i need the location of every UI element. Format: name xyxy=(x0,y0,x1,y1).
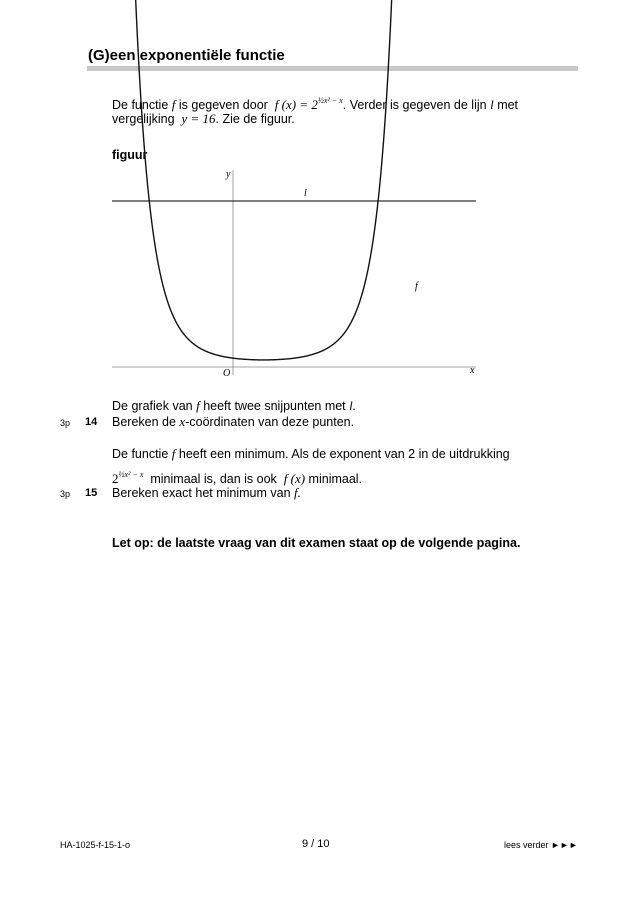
q14-task: Bereken de x-coördinaten van deze punten. xyxy=(112,414,355,429)
origin-label: O xyxy=(223,368,231,379)
footer-code: HA-1025-f-15-1-o xyxy=(60,840,131,850)
q15-points: 3p xyxy=(60,489,71,499)
curve-f-label: f xyxy=(415,281,418,292)
q15-task: Bereken exact het minimum van f. xyxy=(112,485,301,500)
q14-number: 14 xyxy=(85,416,98,428)
expression-base: 2 xyxy=(112,471,119,486)
q15-context-2: $2^{\frac{1}{2}x^2 - x}$ minimaal is, dan is ook f (x) minimaal. xyxy=(112,470,363,486)
expression-exponent: ½x² − x xyxy=(118,470,144,479)
section-title: (G)een exponentiële functie xyxy=(88,47,285,64)
continue-indicator: lees verder ►►► xyxy=(504,840,578,850)
figure-graph xyxy=(0,0,636,400)
curve-f xyxy=(127,0,400,360)
function-formula: f (x) = 2 xyxy=(274,97,318,112)
line-l-label: l xyxy=(304,188,307,199)
intro-line-1: De functie f is gegeven door f $(x) = 2^{\frac{1}{2}x^2 - x}$. Verder is gegeven de lijn l met xyxy=(112,96,519,112)
line-equation: y = 16 xyxy=(181,111,216,126)
axis-x-label: x xyxy=(470,365,475,376)
q15-context-1: De functie f heeft een minimum. Als de exponent van 2 in de uitdrukking xyxy=(112,446,510,461)
figure-label: figuur xyxy=(112,148,148,162)
q14-points: 3p xyxy=(60,418,71,428)
intro-line-2: vergelijking y = 16. Zie de figuur. xyxy=(112,111,295,126)
q14-context: De grafiek van f heeft twee snijpunten met l. xyxy=(112,398,357,413)
note: Let op: de laatste vraag van dit examen staat op de volgende pagina. xyxy=(112,536,521,550)
axis-y-label: y xyxy=(226,169,231,180)
q15-number: 15 xyxy=(85,487,98,499)
page-number: 9 / 10 xyxy=(302,838,330,850)
formula-exponent: ½x² − x xyxy=(317,96,343,105)
